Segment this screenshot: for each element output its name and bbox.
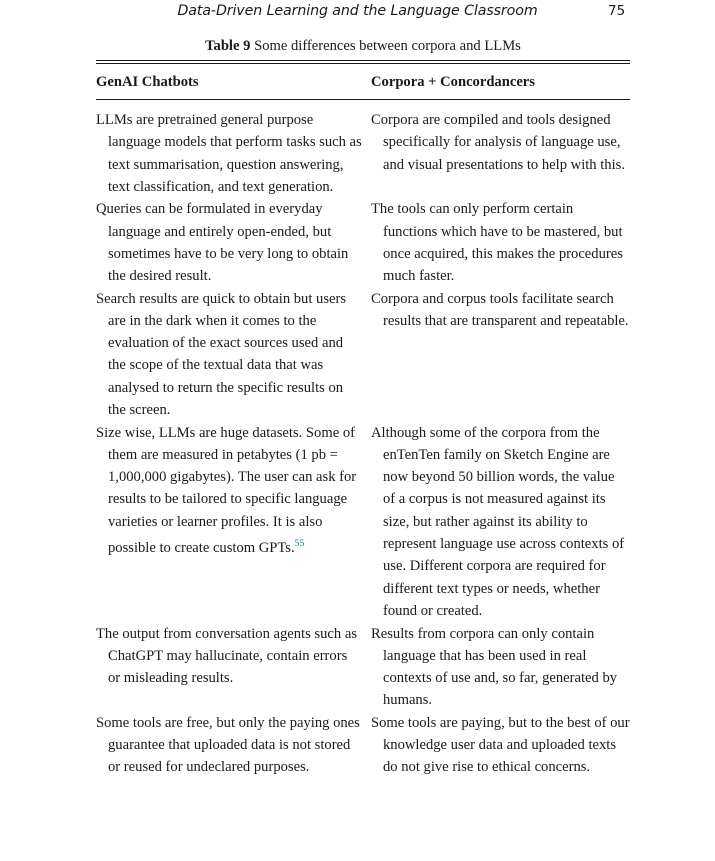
cell-text-main: Size wise, LLMs are huge datasets. Some of them are measured in petabytes (1 pb = 1,000,000 gigabytes). The user can ask for results to be tailored to specific language varieties or learner profiles. It is also possible to create custom GPTs.	[96, 424, 357, 556]
table-caption-text: Some differences between corpora and LLMs	[254, 38, 521, 54]
cell-text: LLMs are pretrained general purpose language models that perform tasks such as text summarisation, question answering, text classification, and text generation.	[96, 112, 362, 196]
table-cell-right	[371, 712, 630, 779]
table-cell-right	[371, 198, 630, 287]
table-row	[96, 109, 630, 198]
cell-text: The tools can only perform certain functions which have to be mastered, but once acquired, this makes the procedures much faster.	[371, 201, 623, 285]
table-cell-left	[96, 198, 371, 287]
column-header-corpora-concordancers: Corpora + Concordancers	[371, 74, 535, 91]
table-body	[96, 100, 630, 779]
column-header-genai-chatbots: GenAI Chatbots	[96, 74, 199, 91]
cell-text: The output from conversation agents such as ChatGPT may hallucinate, contain errors or misleading results.	[96, 625, 357, 687]
footnote-reference-55[interactable]: 55	[294, 538, 305, 550]
cell-text	[96, 422, 363, 623]
table-cell-left	[96, 288, 371, 422]
cell-text: Results from corpora can only contain language that has been used in real contexts of use and, so far, generated by humans.	[371, 625, 618, 709]
running-head	[85, 0, 630, 22]
table-cell-left	[96, 422, 371, 623]
comparison-table	[96, 60, 630, 779]
running-head-title: Data-Driven Learning and the Language Classroom	[177, 3, 538, 19]
cell-text: Search results are quick to obtain but users are in the dark when it comes to the evaluation of the exact sources used and the scope of the textual data that was analysed to return the specific results on the screen.	[96, 290, 347, 419]
table-header-cell-right	[371, 74, 630, 91]
table-cell-right	[371, 109, 630, 198]
table-cell-left	[96, 712, 371, 779]
table-row	[96, 422, 630, 623]
cell-text: Although some of the corpora from the enTenTen family on Sketch Engine are now beyond 50 billion words, the value of a corpus is not measured against its size, but rather against its ability to represent language use across contexts of use. Different corpora are required for different text types or needs, whether found or created.	[371, 424, 625, 619]
table-row	[96, 198, 630, 287]
cell-text: Corpora and corpus tools facilitate search results that are transparent and repeatable.	[371, 290, 629, 329]
cell-text: Queries can be formulated in everyday language and entirely open-ended, but sometimes have to be very long to obtain the desired result.	[96, 201, 349, 285]
table-cell-right	[371, 422, 630, 623]
table-row	[96, 288, 630, 422]
table-caption	[96, 37, 630, 55]
table-cell-right	[371, 623, 630, 712]
table-row	[96, 623, 630, 712]
table-header-cell-left	[96, 74, 371, 91]
table-caption-label: Table 9	[205, 38, 251, 54]
table-cell-left	[96, 109, 371, 198]
table-cell-left	[96, 623, 371, 712]
page-number: 75	[608, 3, 626, 19]
table-cell-right	[371, 288, 630, 422]
table-header-row	[96, 64, 630, 99]
cell-text: Some tools are paying, but to the best of our knowledge user data and uploaded texts do not give rise to ethical concerns.	[371, 714, 630, 776]
table-row	[96, 712, 630, 779]
cell-text: Some tools are free, but only the paying ones guarantee that uploaded data is not stored or reused for undeclared purposes.	[96, 714, 360, 776]
cell-text: Corpora are compiled and tools designed specifically for analysis of language use, and visual presentations to help with this.	[371, 112, 625, 173]
